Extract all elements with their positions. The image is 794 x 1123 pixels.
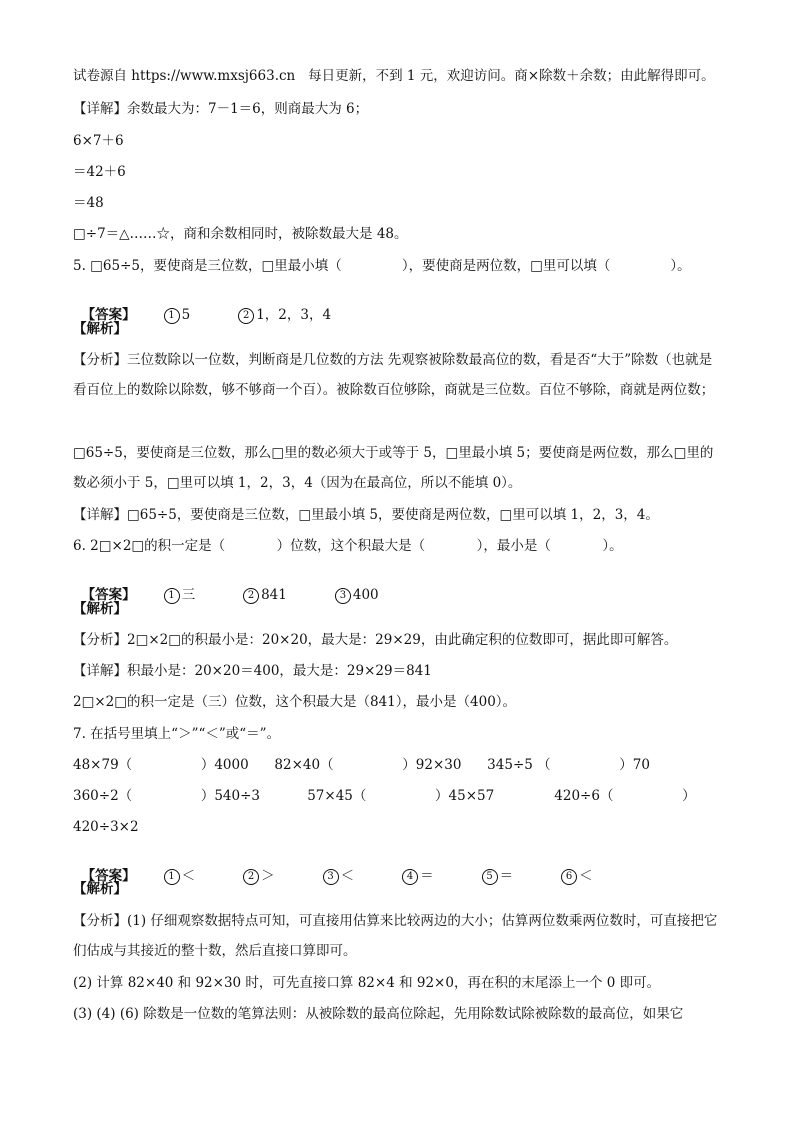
q5-detail: 【详解】□65÷5，要使商是三位数，□里最小填 5，要使商是两位数，□里可以填 1，2，3，4。: [73, 507, 659, 523]
q7-row-1: 48×79（ ）4000 82×40（ ）92×30 345÷5 （ ）70: [73, 757, 650, 773]
q7-answer: [73, 849, 593, 885]
q7-row-3: 420÷3×2: [73, 819, 139, 835]
answer-value: 841: [261, 587, 287, 603]
q6-analysis: 【分析】2□×2□的积最小是：20×20，最大是：29×29，由此确定积的位数即可，据此即可解答。: [73, 632, 678, 648]
circle-number-icon: 2: [243, 588, 259, 604]
q6-question: 6. 2□×2□的积一定是（ ）位数，这个积最大是（ ），最小是（ ）。: [73, 538, 623, 554]
q5-answer: [73, 288, 331, 324]
q5-question: 5. □65÷5，要使商是三位数，□里最小填（ ），要使商是两位数，□里可以填（ ）。: [73, 258, 691, 274]
q4-calc-3: ＝48: [73, 195, 104, 211]
q6-analysis-label: 【解析】: [73, 601, 127, 617]
answer-value: ＜: [181, 868, 196, 884]
q4-conclusion: □÷7＝△……☆，商和余数相同时，被除数最大是 48。: [73, 226, 408, 242]
q5-analysis: 【分析】三位数除以一位数，判断商是几位数的方法 先观察被除数最高位的数，看是否“大于”除数（也就是看百位上的数除以除数，够不够商一个百）。被除数百位够除，商就是三位数。百位不够除，商就是两位数；: [73, 352, 715, 398]
q4-detail: 【详解】余数最大为：7－1＝6，则商最大为 6；: [73, 101, 369, 117]
q7-analysis-3: (3) (4) (6) 除数是一位数的笔算法则：从被除数的最高位除起，先用除数试除被除数的最高位，如果它: [73, 1006, 684, 1022]
q7-row-2: 360÷2（ ）540÷3 57×45（ ）45×57 420÷6（ ）: [73, 788, 696, 804]
circle-number-icon: 3: [335, 588, 351, 604]
circle-number-icon: 5: [482, 869, 498, 885]
q5-analysis-label: 【解析】: [73, 321, 127, 337]
q6-answer: [73, 568, 379, 604]
answer-value: 1，2，3，4: [256, 307, 332, 323]
q4-calc-1: 6×7＋6: [73, 133, 124, 149]
answer-value: ＞: [261, 868, 275, 884]
q7-question: 7. 在括号里填上“＞”“＜”或“＝”。: [73, 726, 281, 742]
answer-label: 【答案】: [81, 587, 136, 603]
q5-explain: □65÷5，要使商是三位数，那么□里的数必须大于或等于 5，□里最小填 5；要使商是两位数，那么□里的数必须小于 5，□里可以填 1，2，3，4（因为在最高位，所以不能填 0）。: [73, 445, 714, 491]
header-line: 试卷源自 https://www.mxsj663.cn 每日更新，不到 1 元，欢迎访问。商×除数＋余数；由此解得即可。: [73, 68, 715, 84]
q4-calc-2: ＝42＋6: [73, 164, 126, 180]
answer-value: ＜: [340, 868, 355, 884]
answer-value: 5: [181, 307, 191, 323]
answer-value: ＝: [420, 868, 434, 884]
answer-label: 【答案】: [81, 868, 136, 884]
answer-value: ＜: [579, 868, 593, 884]
circle-number-icon: 2: [243, 869, 259, 885]
q7-analysis-label: 【解析】: [73, 881, 127, 897]
circle-number-icon: 1: [164, 588, 180, 604]
circle-number-icon: 6: [561, 869, 577, 885]
circle-number-icon: 2: [238, 308, 254, 324]
q6-conclusion: 2□×2□的积一定是（三）位数，这个积最大是（841），最小是（400）。: [73, 694, 517, 710]
q7-analysis-1: 【分析】(1) 仔细观察数据特点可知，可直接用估算来比较两边的大小；估算两位数乘两位数时，可直接把它们估成与其接近的整十数，然后直接口算即可。: [73, 913, 718, 959]
circle-number-icon: 3: [323, 869, 339, 885]
answer-label: 【答案】: [81, 307, 136, 323]
circle-number-icon: 1: [164, 308, 180, 324]
q7-analysis-2: (2) 计算 82×40 和 92×30 时，可先直接口算 82×4 和 92×0，再在积的末尾添上一个 0 即可。: [73, 975, 661, 991]
circle-number-icon: 4: [402, 869, 418, 885]
answer-value: 400: [352, 587, 379, 603]
circle-number-icon: 1: [164, 869, 180, 885]
q6-detail: 【详解】积最小是：20×20＝400，最大是：29×29＝841: [73, 663, 432, 679]
answer-value: ＝: [499, 868, 514, 884]
answer-value: 三: [181, 587, 196, 603]
